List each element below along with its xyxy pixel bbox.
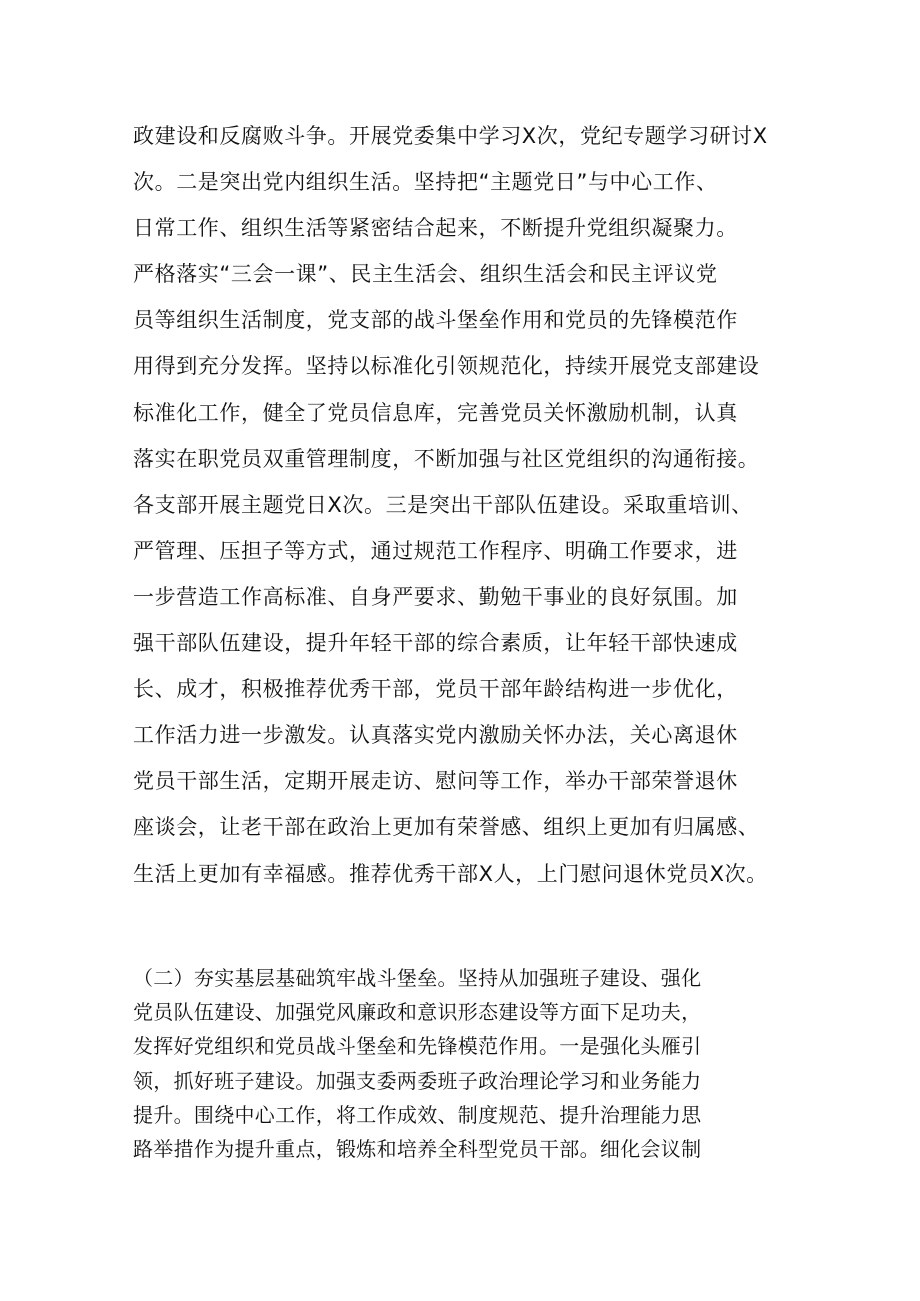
text-line: 党员干部生活，定期开展走访、慰问等工作，举办干部荣誉退休	[133, 769, 738, 794]
text-line: 用得到充分发挥。坚持以标准化引领规范化，持续开展党支部建设	[133, 354, 760, 379]
body-paragraph-party-building	[133, 113, 813, 897]
text-line: 各支部开展主题党日X次。三是突出干部队伍建设。采取重培训、	[133, 492, 753, 517]
text-line: 路举措作为提升重点，锻炼和培养全科型党员干部。细化会议制	[133, 1136, 702, 1161]
text-line: 座谈会，让老干部在政治上更加有荣誉感、组织上更加有归属感、	[133, 815, 760, 840]
text-line: 生活上更加有幸福感。推荐优秀干部X人，上门慰问退休党员X次。	[133, 861, 768, 886]
text-line: 领，抓好班子建设。加强支委两委班子政治理论学习和业务能力	[133, 1068, 702, 1093]
text-line: 提升。围绕中心工作，将工作成效、制度规范、提升治理能力思	[133, 1102, 702, 1127]
text-line: 强干部队伍建设，提升年轻干部的综合素质，让年轻干部快速成	[133, 631, 738, 656]
text-line: 发挥好党组织和党员战斗堡垒和先锋模范作用。一是强化头雁引	[133, 1034, 702, 1059]
text-line: 党员队伍建设、加强党风廉政和意识形态建设等方面下足功夫，	[133, 1000, 702, 1025]
text-line: 员等组织生活制度，党支部的战斗堡垒作用和党员的先锋模范作	[133, 308, 738, 333]
text-line: 日常工作、组织生活等紧密结合起来，不断提升党组织凝聚力。	[133, 216, 738, 241]
text-line: 标准化工作，健全了党员信息库，完善党员关怀激励机制，认真	[133, 400, 738, 425]
text-line: 次。二是突出党内组织生活。坚持把“主题党日”与中心工作、	[133, 170, 718, 195]
text-line: （二）夯实基层基础筑牢战斗堡垒。坚持从加强班子建设、强化	[133, 966, 702, 990]
text-line: 严格落实“三会一课”、民主生活会、组织生活会和民主评议党	[133, 262, 718, 287]
text-line: 政建设和反腐败斗争。开展党委集中学习X次，党纪专题学习研讨X	[133, 124, 768, 148]
text-line: 工作活力进一步激发。认真落实党内激励关怀办法，关心离退休	[133, 723, 738, 748]
text-line: 一步营造工作高标准、自身严要求、勤勉干事业的良好氛围。加	[133, 584, 738, 609]
text-line: 落实在职党员双重管理制度，不断加强与社区党组织的沟通衔接。	[133, 446, 760, 471]
body-paragraph-grassroots-foundation	[133, 961, 813, 1166]
text-line: 长、成才，积极推荐优秀干部，党员干部年龄结构进一步优化，	[133, 677, 738, 702]
text-line: 严管理、压担子等方式，通过规范工作程序、明确工作要求，进	[133, 538, 738, 563]
